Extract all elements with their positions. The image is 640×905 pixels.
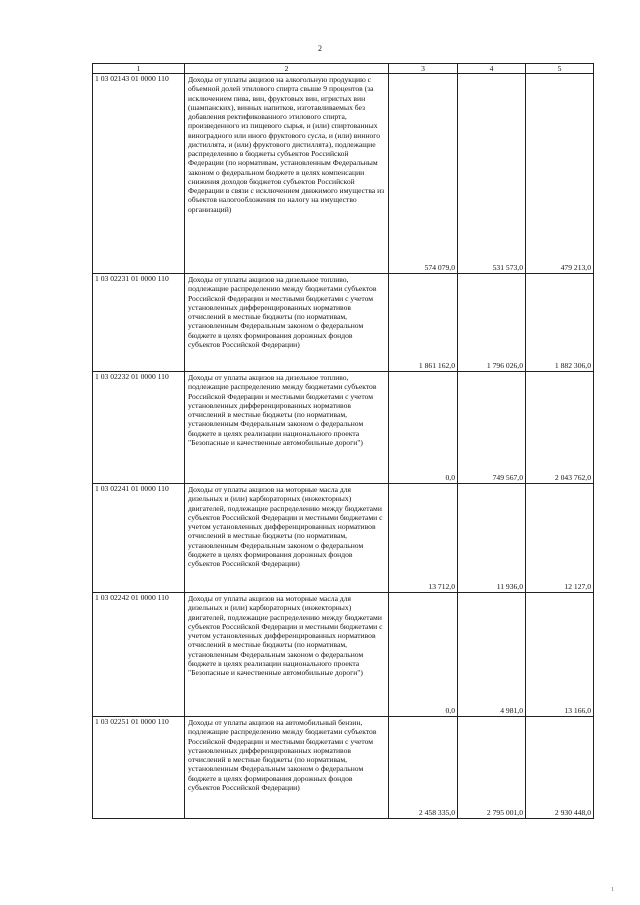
header-col-2: 2 <box>185 64 389 74</box>
value-col-3: 1 861 162,0 <box>389 274 458 372</box>
page-number: 2 <box>318 44 322 53</box>
budget-code: 1 03 02231 01 0000 110 <box>93 274 185 372</box>
value-col-5: 12 127,0 <box>526 484 594 593</box>
corner-mark: 1 <box>611 887 614 893</box>
header-col-3: 3 <box>389 64 458 74</box>
income-description: Доходы от уплаты акцизов на моторные масла для дизельных и (или) карбюраторных (инжекторных) двигателей, подлежащие распределению между бюджетами субъектов Российской Федерации и местными бюджетами с учетом установленных дифференцированных нормативов отчислений в местные бюджеты (по нормативам, установленным Федеральным законом о федеральном бюджете в целях реализации национального проекта "Безопасные и качественные автомобильные дороги") <box>185 593 389 717</box>
value-col-4: 1 796 026,0 <box>458 274 526 372</box>
value-col-3: 2 458 335,0 <box>389 717 458 819</box>
income-description: Доходы от уплаты акцизов на автомобильный бензин, подлежащие распределению между бюджетами субъектов Российской Федерации и местными бюджетами с учетом установленных дифференцированных нормативов отчислений в местные бюджеты (по нормативам, установленным Федеральным законом о федеральном бюджете в целях формирования дорожных фондов субъектов Российской Федерации) <box>185 717 389 819</box>
value-col-5: 2 043 762,0 <box>526 372 594 484</box>
value-col-4: 2 795 001,0 <box>458 717 526 819</box>
value-col-5: 1 882 306,0 <box>526 274 594 372</box>
value-col-4: 749 567,0 <box>458 372 526 484</box>
table-row <box>93 593 594 717</box>
income-description: Доходы от уплаты акцизов на моторные масла для дизельных и (или) карбюраторных (инжекторных) двигателей, подлежащие распределению между бюджетами субъектов Российской Федерации и местными бюджетами с учетом установленных дифференцированных нормативов отчислений в местные бюджеты (по нормативам, установленным Федеральным законом о федеральном бюджете в целях формирования дорожных фондов субъектов Российской Федерации) <box>185 484 389 593</box>
income-description: Доходы от уплаты акцизов на дизельное топливо, подлежащие распределению между бюджетами субъектов Российской Федерации и местными бюджетами с учетом установленных дифференцированных нормативов отчислений в местные бюджеты (по нормативам, установленным Федеральным законом о федеральном бюджете в целях формирования дорожных фондов субъектов Российской Федерации) <box>185 274 389 372</box>
value-col-3: 0,0 <box>389 593 458 717</box>
value-col-4: 531 573,0 <box>458 74 526 274</box>
income-description: Доходы от уплаты акцизов на дизельное топливо, подлежащие распределению между бюджетами субъектов Российской Федерации и местными бюджетами с учетом установленных дифференцированных нормативов отчислений в местные бюджеты (по нормативам, установленным Федеральным законом о федеральном бюджете в целях реализации национального проекта "Безопасные и качественные автомобильные дороги") <box>185 372 389 484</box>
header-col-1: 1 <box>93 64 185 74</box>
table-row <box>93 717 594 819</box>
table-row <box>93 74 594 274</box>
value-col-5: 479 213,0 <box>526 74 594 274</box>
budget-code: 1 03 02232 01 0000 110 <box>93 372 185 484</box>
value-col-3: 574 079,0 <box>389 74 458 274</box>
table-row <box>93 484 594 593</box>
value-col-4: 4 981,0 <box>458 593 526 717</box>
value-col-4: 11 936,0 <box>458 484 526 593</box>
budget-code: 1 03 02242 01 0000 110 <box>93 593 185 717</box>
value-col-5: 13 166,0 <box>526 593 594 717</box>
value-col-3: 0,0 <box>389 372 458 484</box>
budget-code: 1 03 02241 01 0000 110 <box>93 484 185 593</box>
budget-code: 1 03 02251 01 0000 110 <box>93 717 185 819</box>
header-row <box>93 64 594 74</box>
income-description: Доходы от уплаты акцизов на алкогольную продукцию с объемной долей этилового спирта свыше 9 процентов (за исключением пива, вин, фруктовых вин, игристых вин (шампанских), винных напитков, изготавливаемых без добавления ректификованного этилового спирта, произведенного из пищевого сырья, и (или) спиртованных виноградного или иного фруктового сусла, и (или) винного дистиллята, и (или) фруктового дистиллята), подлежащие распределению в бюджеты субъектов Российской Федерации (по нормативам, установленным Федеральным законом о федеральном бюджете в целях компенсации снижения доходов бюджетов субъектов Российской Федерации в связи с исключением движимого имущества из объектов налогообложения по налогу на имущество организаций) <box>185 74 389 274</box>
revenue-table <box>92 63 594 819</box>
budget-code: 1 03 02143 01 0000 110 <box>93 74 185 274</box>
header-col-4: 4 <box>458 64 526 74</box>
table-row <box>93 274 594 372</box>
value-col-3: 13 712,0 <box>389 484 458 593</box>
value-col-5: 2 930 448,0 <box>526 717 594 819</box>
table-row <box>93 372 594 484</box>
header-col-5: 5 <box>526 64 594 74</box>
